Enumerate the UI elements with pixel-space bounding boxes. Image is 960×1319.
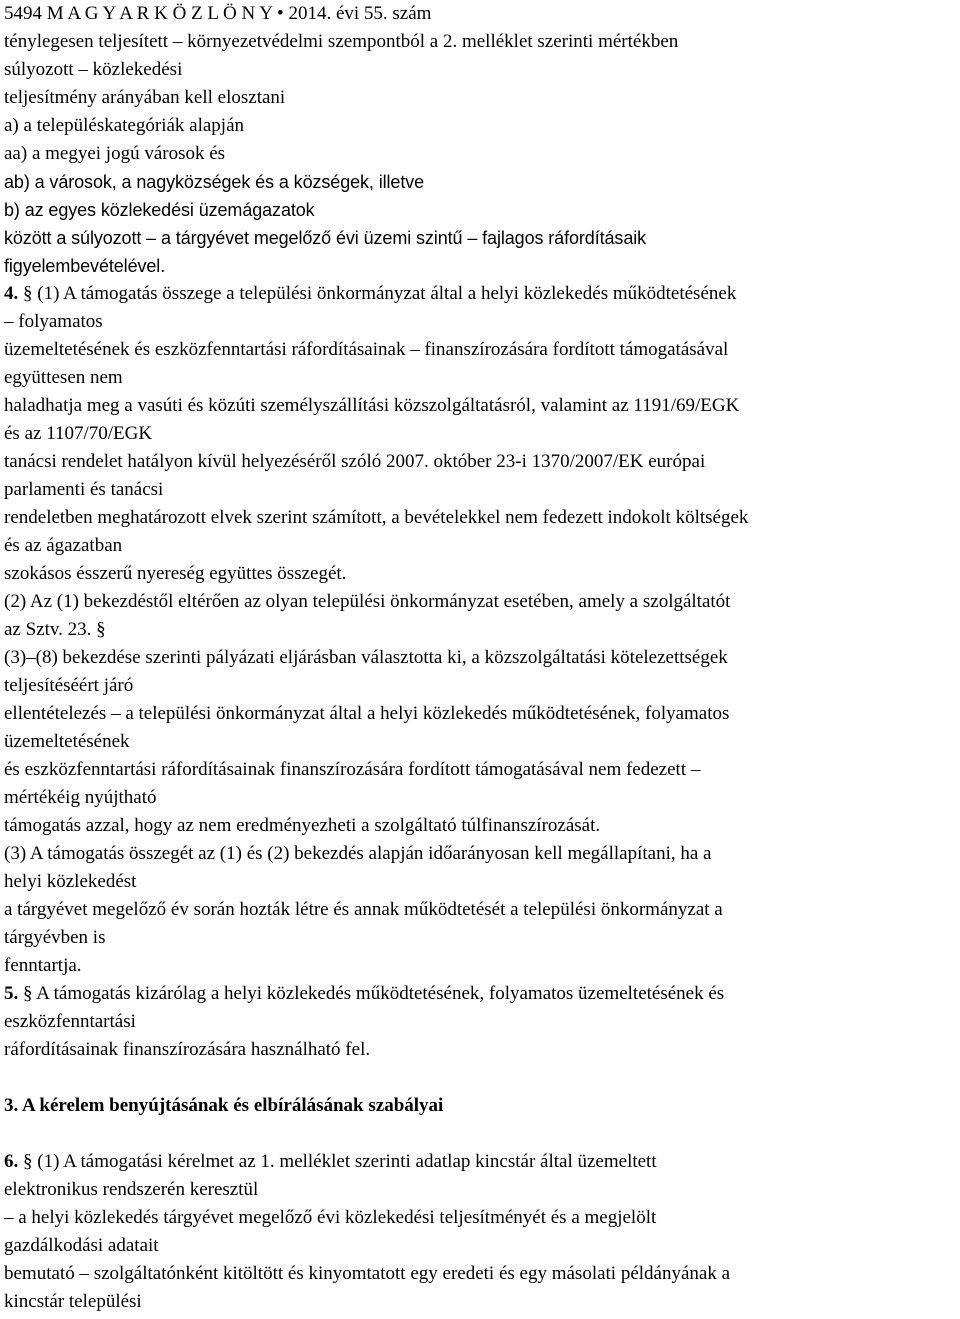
section-text: § A támogatás kizárólag a helyi közlekedés működtetésének, folyamatos üzemeltetésének és	[23, 983, 725, 1004]
text-line: figyelembevételével.	[4, 256, 166, 276]
text-line: között a súlyozott – a tárgyévet megelőző évi üzemi szintű – fajlagos ráfordításaik	[4, 228, 647, 248]
text-line	[4, 980, 956, 1008]
text-line: a) a településkategóriák alapján	[4, 115, 245, 136]
text-line: támogatás azzal, hogy az nem eredményezheti a szolgáltató túlfinanszírozását.	[4, 815, 601, 836]
text-line: teljesítéséért járó	[4, 675, 134, 696]
text-line: és eszközfenntartási ráfordításainak finanszírozására fordított támogatásával nem fedezett –	[4, 759, 701, 780]
text-line: helyi közlekedést	[4, 871, 137, 892]
section-text: § (1) A támogatás összege a települési önkormányzat által a helyi közlekedés működtetésének	[23, 283, 737, 304]
text-line: ráfordításainak finanszírozására használható fel.	[4, 1039, 371, 1060]
text-line: és az ágazatban	[4, 535, 123, 556]
text-line: mértékéig nyújtható	[4, 787, 157, 808]
text-line: gazdálkodási adatait	[4, 1235, 159, 1256]
text-line: fenntartja.	[4, 955, 82, 976]
text-line: bemutató – szolgáltatónként kitöltött és kinyomtatott egy eredeti és egy másolati példányának a	[4, 1263, 731, 1284]
paragraph-gap	[4, 1064, 956, 1092]
paragraph-gap	[4, 1120, 956, 1148]
section-number: 5.	[4, 983, 23, 1004]
text-line: súlyozott – közlekedési	[4, 59, 183, 80]
text-line: az Sztv. 23. §	[4, 619, 106, 640]
document-page	[4, 0, 956, 1316]
text-line: üzemeltetésének	[4, 731, 130, 752]
section-heading: 3. A kérelem benyújtásának és elbírálásának szabályai	[4, 1095, 444, 1116]
section-number: 4.	[4, 283, 23, 304]
text-line	[4, 1148, 956, 1176]
text-line: b) az egyes közlekedési üzemágazatok	[4, 200, 315, 220]
text-line: és az 1107/70/EGK	[4, 423, 153, 444]
text-line	[4, 280, 956, 308]
text-line: – folyamatos	[4, 311, 103, 332]
text-line: rendeletben meghatározott elvek szerint számított, a bevételekkel nem fedezett indokolt költségek	[4, 507, 749, 528]
section-number: 6.	[4, 1151, 23, 1172]
text-line: – a helyi közlekedés tárgyévet megelőző évi közlekedési teljesítményét és a megjelölt	[4, 1207, 657, 1228]
text-line: kincstár települési	[4, 1291, 142, 1312]
text-line: tanácsi rendelet hatályon kívül helyezéséről szóló 2007. október 23-i 1370/2007/EK európai	[4, 451, 706, 472]
text-line: a tárgyévet megelőző év során hozták létre és annak működtetését a települési önkormányzat a	[4, 899, 723, 920]
text-line: teljesítmény arányában kell elosztani	[4, 87, 286, 108]
text-line: ellentételezés – a települési önkormányzat által a helyi közlekedés működtetésének, folyamatos	[4, 703, 730, 724]
text-line: (3)–(8) bekezdése szerinti pályázati eljárásban választotta ki, a közszolgáltatási kötelezettségek	[4, 647, 728, 668]
text-line: (3) A támogatás összegét az (1) és (2) bekezdés alapján időarányosan kell megállapítani, ha a	[4, 843, 712, 864]
text-line: ab) a városok, a nagyközségek és a községek, illetve	[4, 172, 425, 192]
text-line: elektronikus rendszerén keresztül	[4, 1179, 259, 1200]
text-line: eszközfenntartási	[4, 1011, 136, 1032]
text-line: (2) Az (1) bekezdéstől eltérően az olyan települési önkormányzat esetében, amely a szolgáltatót	[4, 591, 731, 612]
section-text: § (1) A támogatási kérelmet az 1. melléklet szerinti adatlap kincstár által üzemeltett	[23, 1151, 657, 1172]
text-line: szokásos ésszerű nyereség együttes összegét.	[4, 563, 347, 584]
text-line: üzemeltetésének és eszközfenntartási ráfordításainak – finanszírozására fordított támogatásával	[4, 339, 729, 360]
text-line: tárgyévben is	[4, 927, 106, 948]
page-header: 5494 M A G Y A R K Ö Z L Ö N Y • 2014. évi 55. szám	[4, 3, 432, 24]
text-line: parlamenti és tanácsi	[4, 479, 164, 500]
text-line: haladhatja meg a vasúti és közúti személyszállítási közszolgáltatásról, valamint az 1191/69/EGK	[4, 395, 740, 416]
text-line: aa) a megyei jogú városok és	[4, 143, 226, 164]
text-line: együttesen nem	[4, 367, 123, 388]
text-line: ténylegesen teljesített – környezetvédelmi szempontból a 2. melléklet szerinti mértékben	[4, 31, 679, 52]
